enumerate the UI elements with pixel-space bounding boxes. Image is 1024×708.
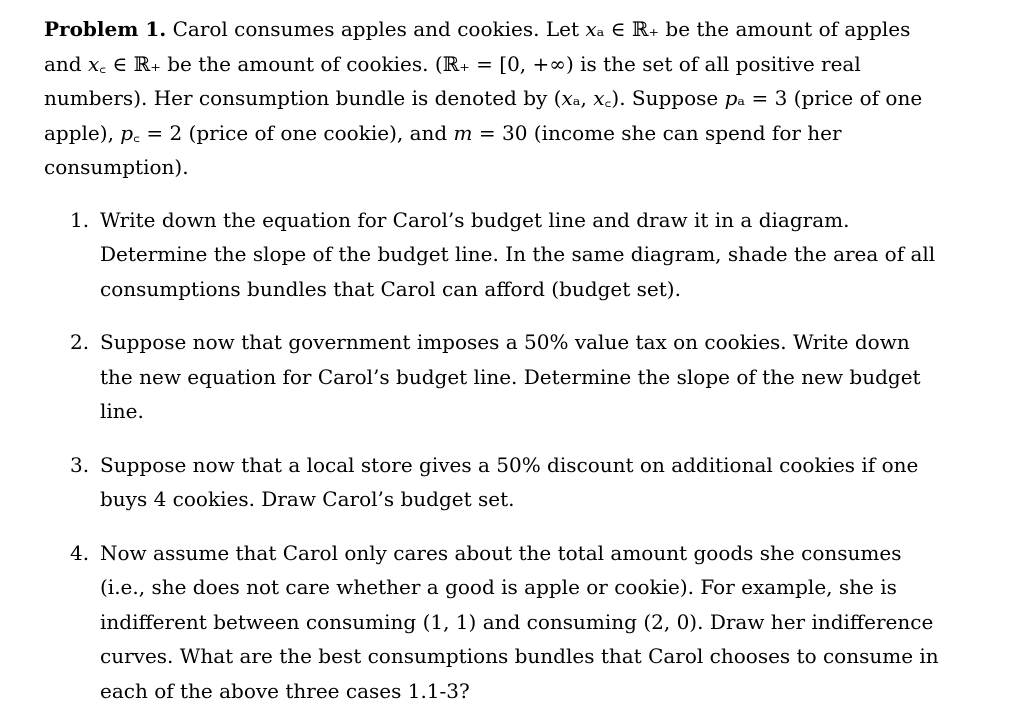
question-number: 3.: [70, 448, 89, 483]
question-list: [70, 203, 948, 708]
question-text: Suppose now that government imposes a 50% value tax on cookies. Write down the new equation for Carol’s budget line. Determine the slope of the new budget line.: [100, 330, 921, 423]
question-item-2: [70, 325, 948, 429]
question-item-3: [70, 448, 948, 517]
question-text: Write down the equation for Carol’s budget line and draw it in a diagram. Determine the slope of the budget line. In the same diagram, shade the area of all consumptions bundles that Carol can afford (budget set).: [100, 208, 935, 301]
problem-intro: [44, 12, 954, 185]
problem-document: [44, 12, 954, 708]
question-item-4: [70, 536, 948, 708]
question-text: Suppose now that a local store gives a 50% discount on additional cookies if one buys 4 cookies. Draw Carol’s budget set.: [100, 453, 918, 512]
question-number: 1.: [70, 203, 89, 238]
question-item-1: [70, 203, 948, 307]
question-text: Now assume that Carol only cares about the total amount goods she consumes (i.e., she does not care whether a good is apple or cookie). For example, she is indifferent between consuming (1, 1) and consuming (2, 0). Draw her indifference curves. What are the best consumptions bundles that Carol chooses to consume in each of the above three cases 1.1-3?: [100, 541, 939, 703]
question-number: 4.: [70, 536, 89, 571]
problem-intro-text: Carol consumes apples and cookies. Let 𝑥ₐ ∈ ℝ₊ be the amount of apples and 𝑥꜀ ∈ ℝ₊ be the amount of cookies. (ℝ₊ = [0, +∞) is the set of all positive real numbers). Her consumption bundle is denoted by (𝑥ₐ, 𝑥꜀). Suppose 𝑝ₐ = 3 (price of one apple), 𝑝꜀ = 2 (price of one cookie), and 𝑚 = 30 (income she can spend for her consumption).: [44, 17, 922, 179]
question-number: 2.: [70, 325, 89, 360]
problem-heading: Problem 1.: [44, 17, 166, 41]
